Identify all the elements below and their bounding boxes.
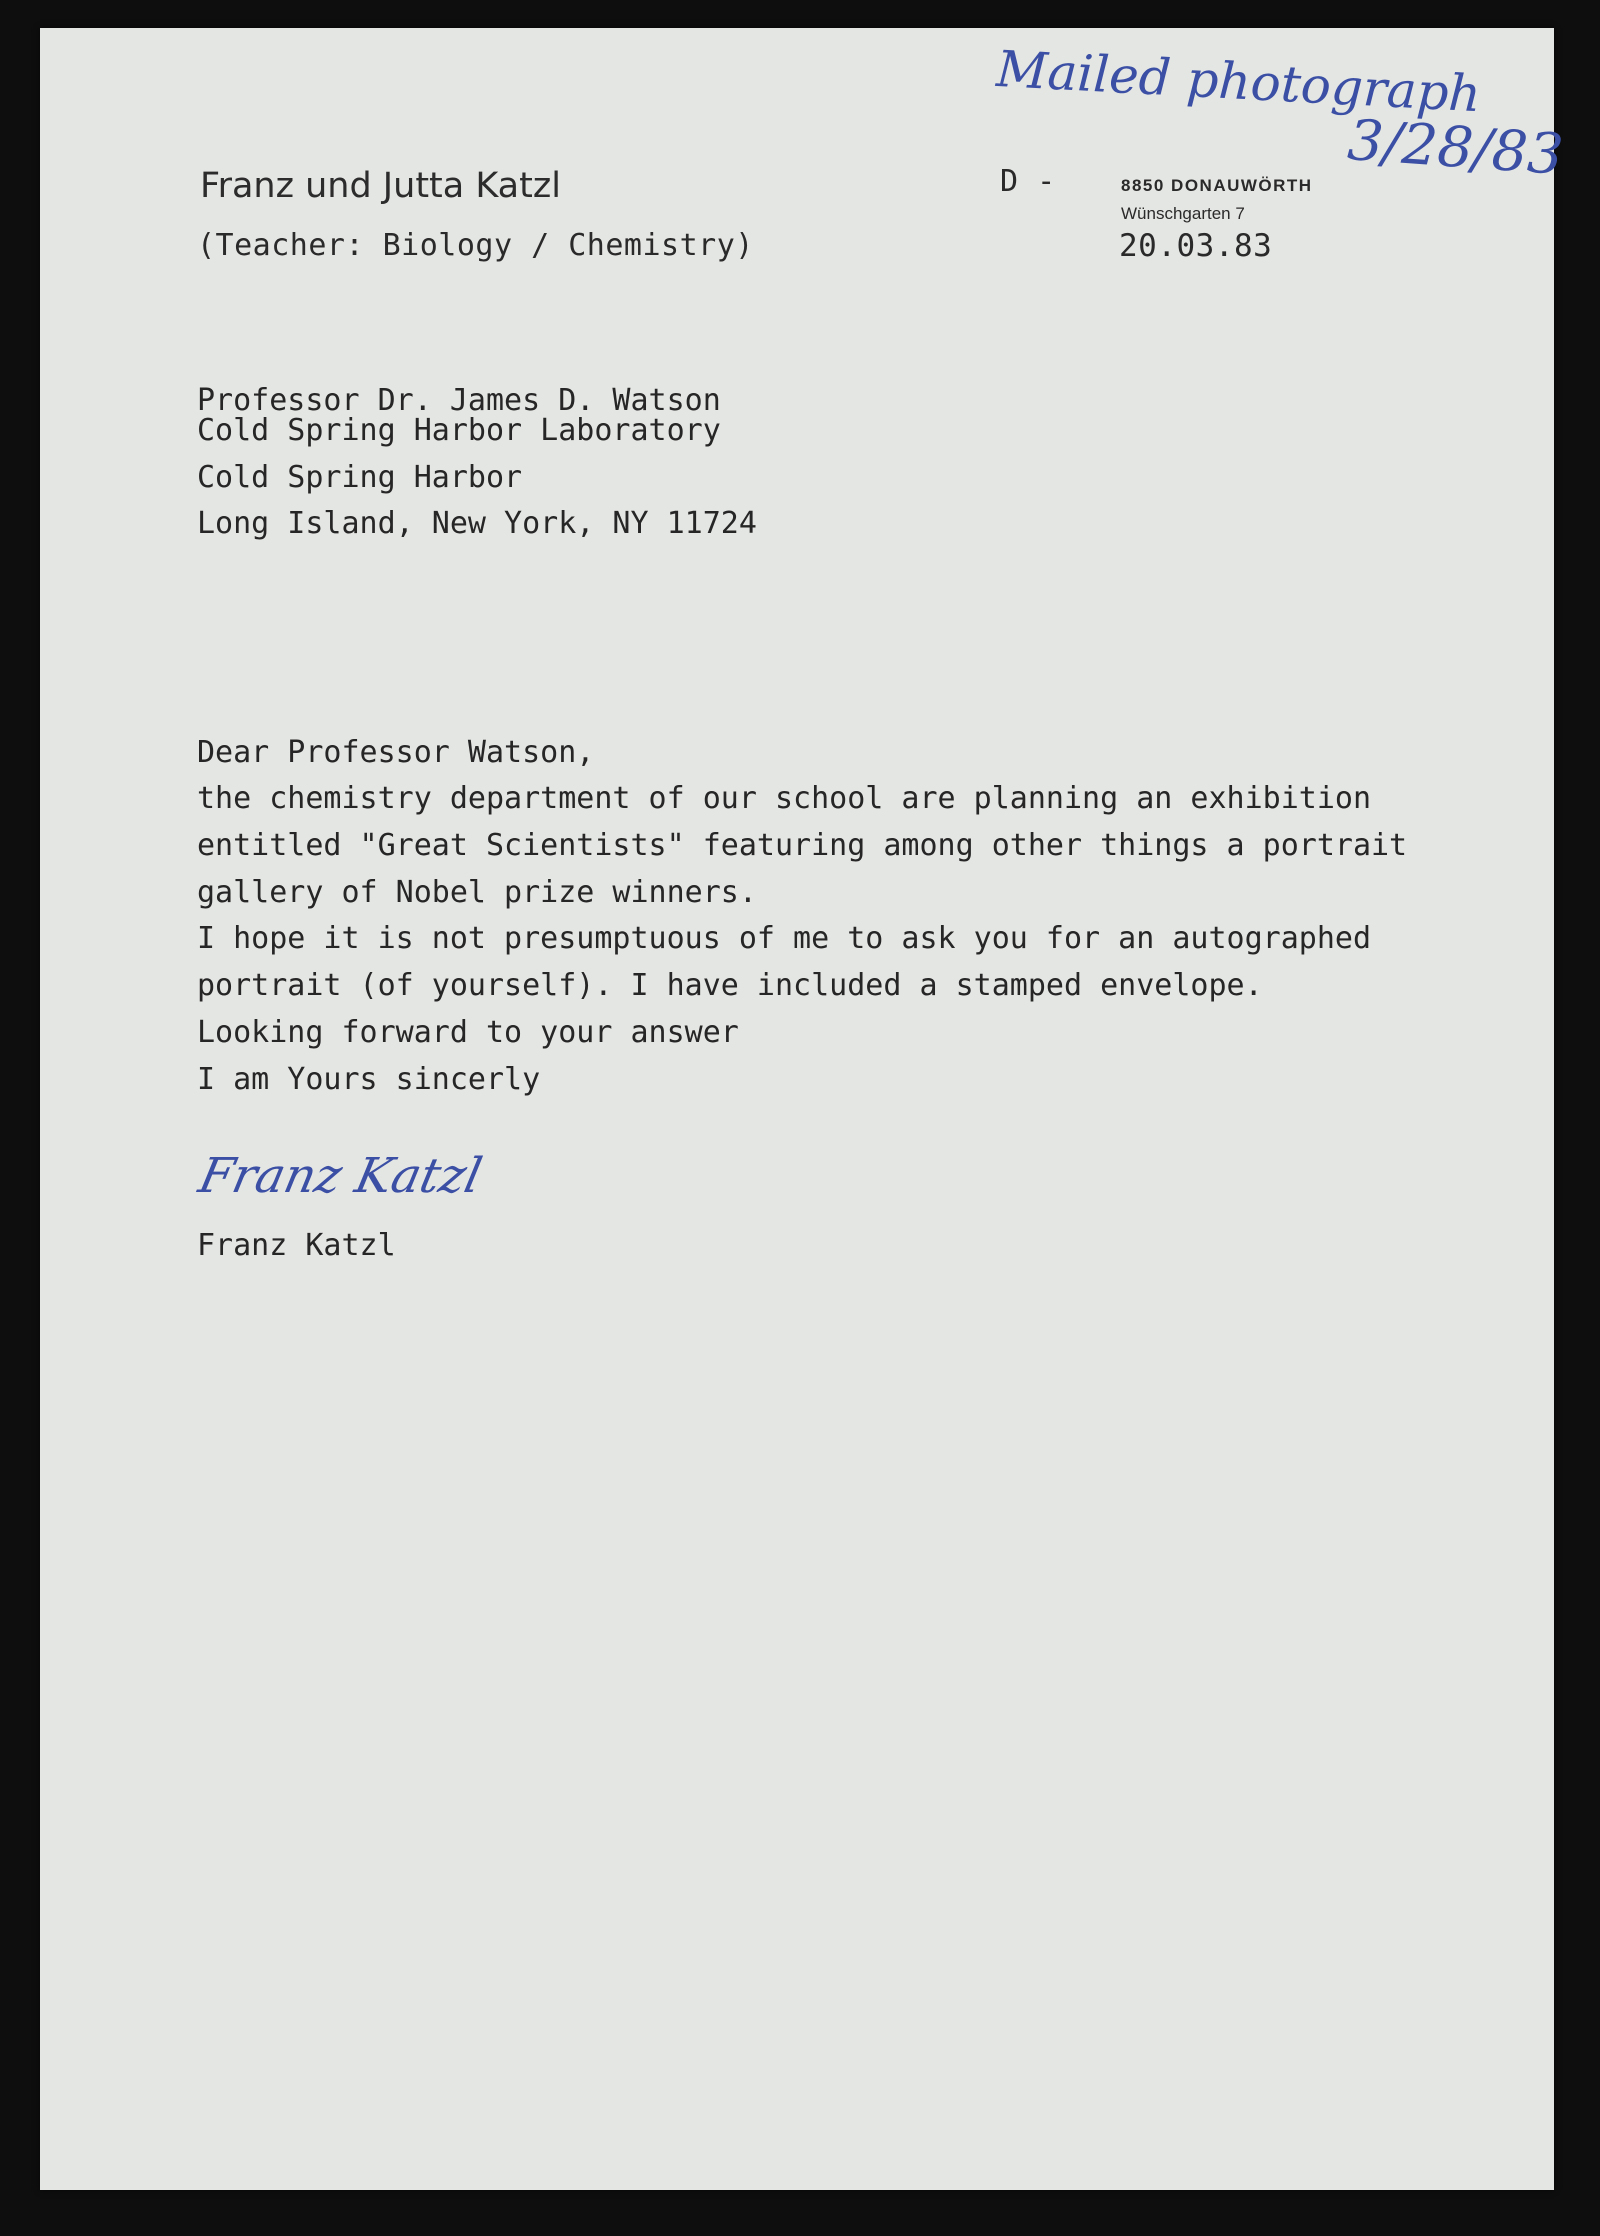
handwritten-annotation: Mailed photograph	[994, 40, 1483, 124]
letter-sheet	[40, 28, 1566, 2190]
handwritten-annotation-date: 3/28/83	[1345, 108, 1566, 188]
letterhead-names: Franz und Jutta Katzl	[200, 166, 561, 206]
body-line-1: the chemistry department of our school are planning an exhibition	[197, 781, 1371, 816]
body-line-4: I hope it is not presumptuous of me to ask you for an autographed	[197, 921, 1371, 956]
letterhead-occupation: (Teacher: Biology / Chemistry)	[197, 228, 754, 263]
postal-city: 8850 DONAUWÖRTH	[1121, 176, 1313, 195]
body-line-3: gallery of Nobel prize winners.	[197, 875, 757, 910]
letter-date: 20.03.83	[1119, 228, 1273, 264]
country-prefix: D -	[1000, 164, 1056, 199]
handwritten-signature: Franz Katzl	[194, 1148, 487, 1204]
recipient-line-3: Cold Spring Harbor	[197, 460, 523, 495]
recipient-line-1: Professor Dr. James D. Watson	[197, 383, 721, 418]
body-line-6: Looking forward to your answer	[197, 1015, 739, 1050]
recipient-line-4: Long Island, New York, NY 11724	[197, 506, 757, 541]
body-line-5: portrait (of yourself). I have included a stamped envelope.	[197, 968, 1263, 1003]
salutation: Dear Professor Watson,	[197, 735, 595, 770]
street-address: Wünschgarten 7	[1121, 204, 1245, 223]
typed-signature-name: Franz Katzl	[197, 1228, 396, 1263]
body-line-2: entitled "Great Scientists" featuring among other things a portrait	[197, 828, 1408, 863]
recipient-line-2: Cold Spring Harbor Laboratory	[197, 413, 721, 448]
body-line-7: I am Yours sincerly	[197, 1062, 541, 1097]
